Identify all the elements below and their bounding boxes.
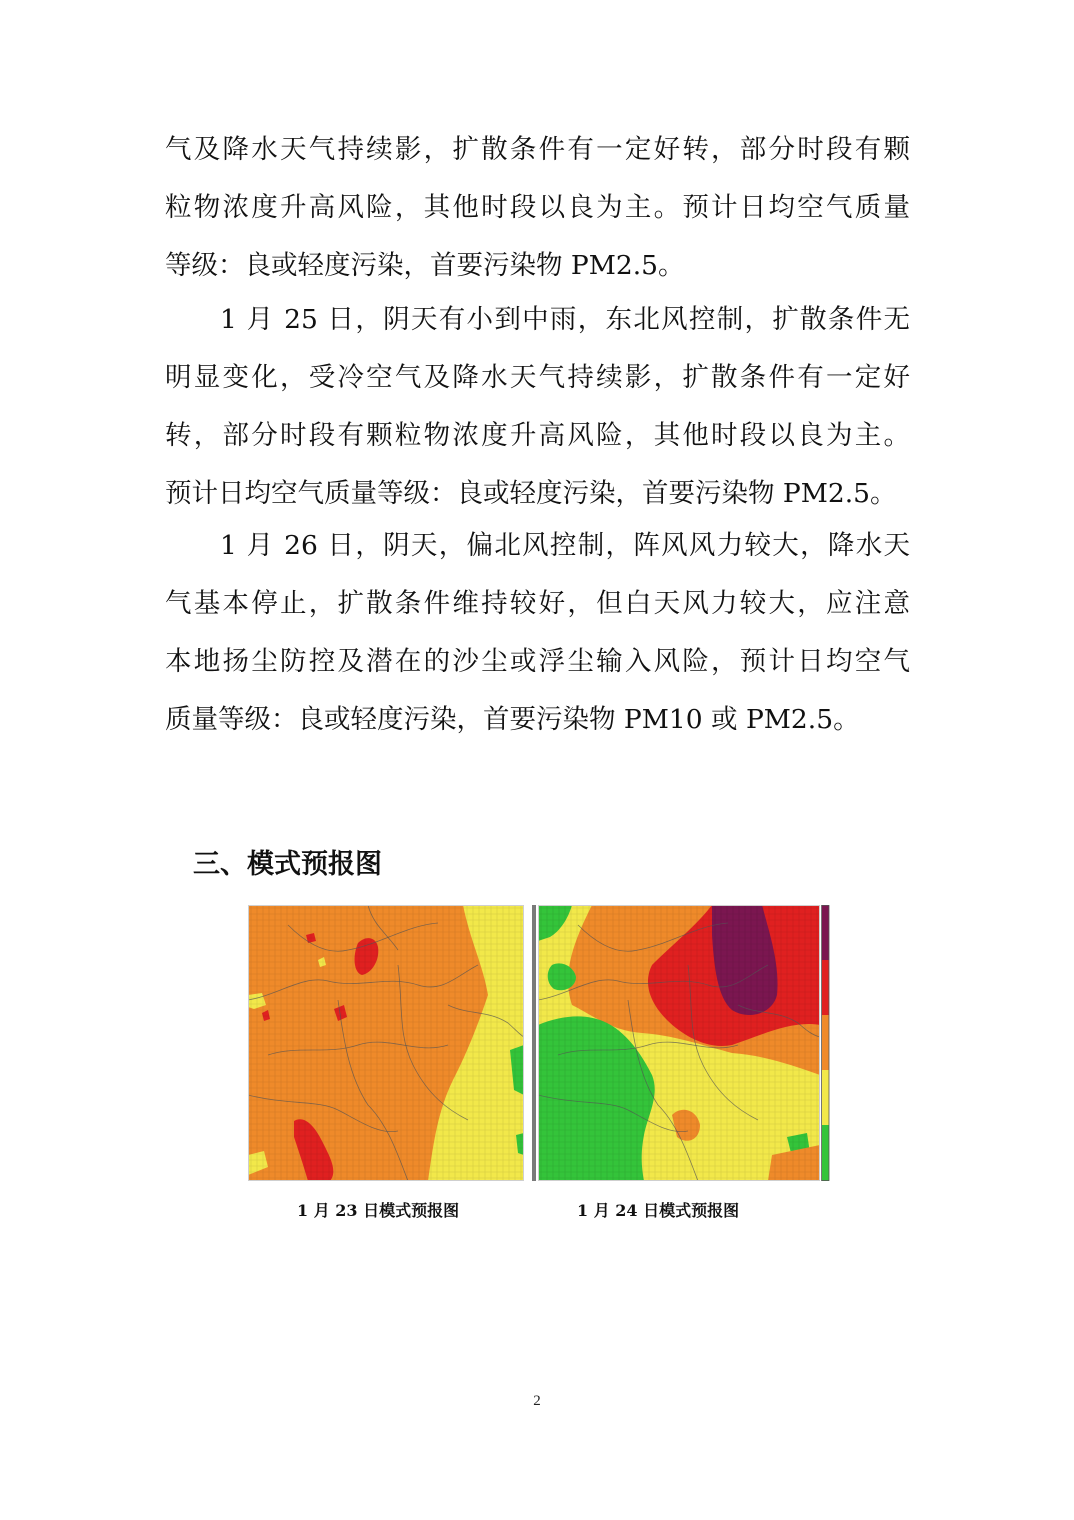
figure-caption-1: 1 月 23 日模式预报图 xyxy=(297,1201,460,1220)
forecast-map-jan23 xyxy=(248,905,524,1181)
forecast-map-jan24 xyxy=(532,905,830,1181)
paragraph-line: 质量等级：良或轻度污染，首要污染物 PM10 或 PM2.5。 xyxy=(165,704,860,735)
paragraph-line: 气及降水天气持续影，扩散条件有一定好转，部分时段有颗 xyxy=(165,134,910,165)
paragraph-line: 本地扬尘防控及潜在的沙尘或浮尘输入风险，预计日均空气 xyxy=(165,646,910,677)
section-heading: 三、模式预报图 xyxy=(193,849,382,880)
paragraph-3 xyxy=(165,517,910,749)
paragraph-2 xyxy=(165,291,910,523)
paragraph-1 xyxy=(165,121,910,295)
paragraph-line: 气基本停止，扩散条件维持较好，但白天风力较大，应注意 xyxy=(165,588,910,619)
page-number: 2 xyxy=(533,1393,541,1409)
paragraph-line: 1 月 26 日，阴天，偏北风控制，阵风风力较大，降水天 xyxy=(220,530,910,561)
color-scale-legend xyxy=(822,905,830,1181)
paragraph-line: 等级：良或轻度污染，首要污染物 PM2.5。 xyxy=(165,250,685,281)
paragraph-line: 粒物浓度升高风险，其他时段以良为主。预计日均空气质量 xyxy=(165,192,910,223)
paragraph-line: 预计日均空气质量等级：良或轻度污染，首要污染物 PM2.5。 xyxy=(165,478,897,509)
paragraph-line: 1 月 25 日，阴天有小到中雨，东北风控制，扩散条件无 xyxy=(220,304,910,335)
paragraph-line: 转，部分时段有颗粒物浓度升高风险，其他时段以良为主。 xyxy=(165,420,910,451)
paragraph-line: 明显变化，受冷空气及降水天气持续影，扩散条件有一定好 xyxy=(165,362,910,393)
figure-caption-2: 1 月 24 日模式预报图 xyxy=(577,1201,740,1220)
